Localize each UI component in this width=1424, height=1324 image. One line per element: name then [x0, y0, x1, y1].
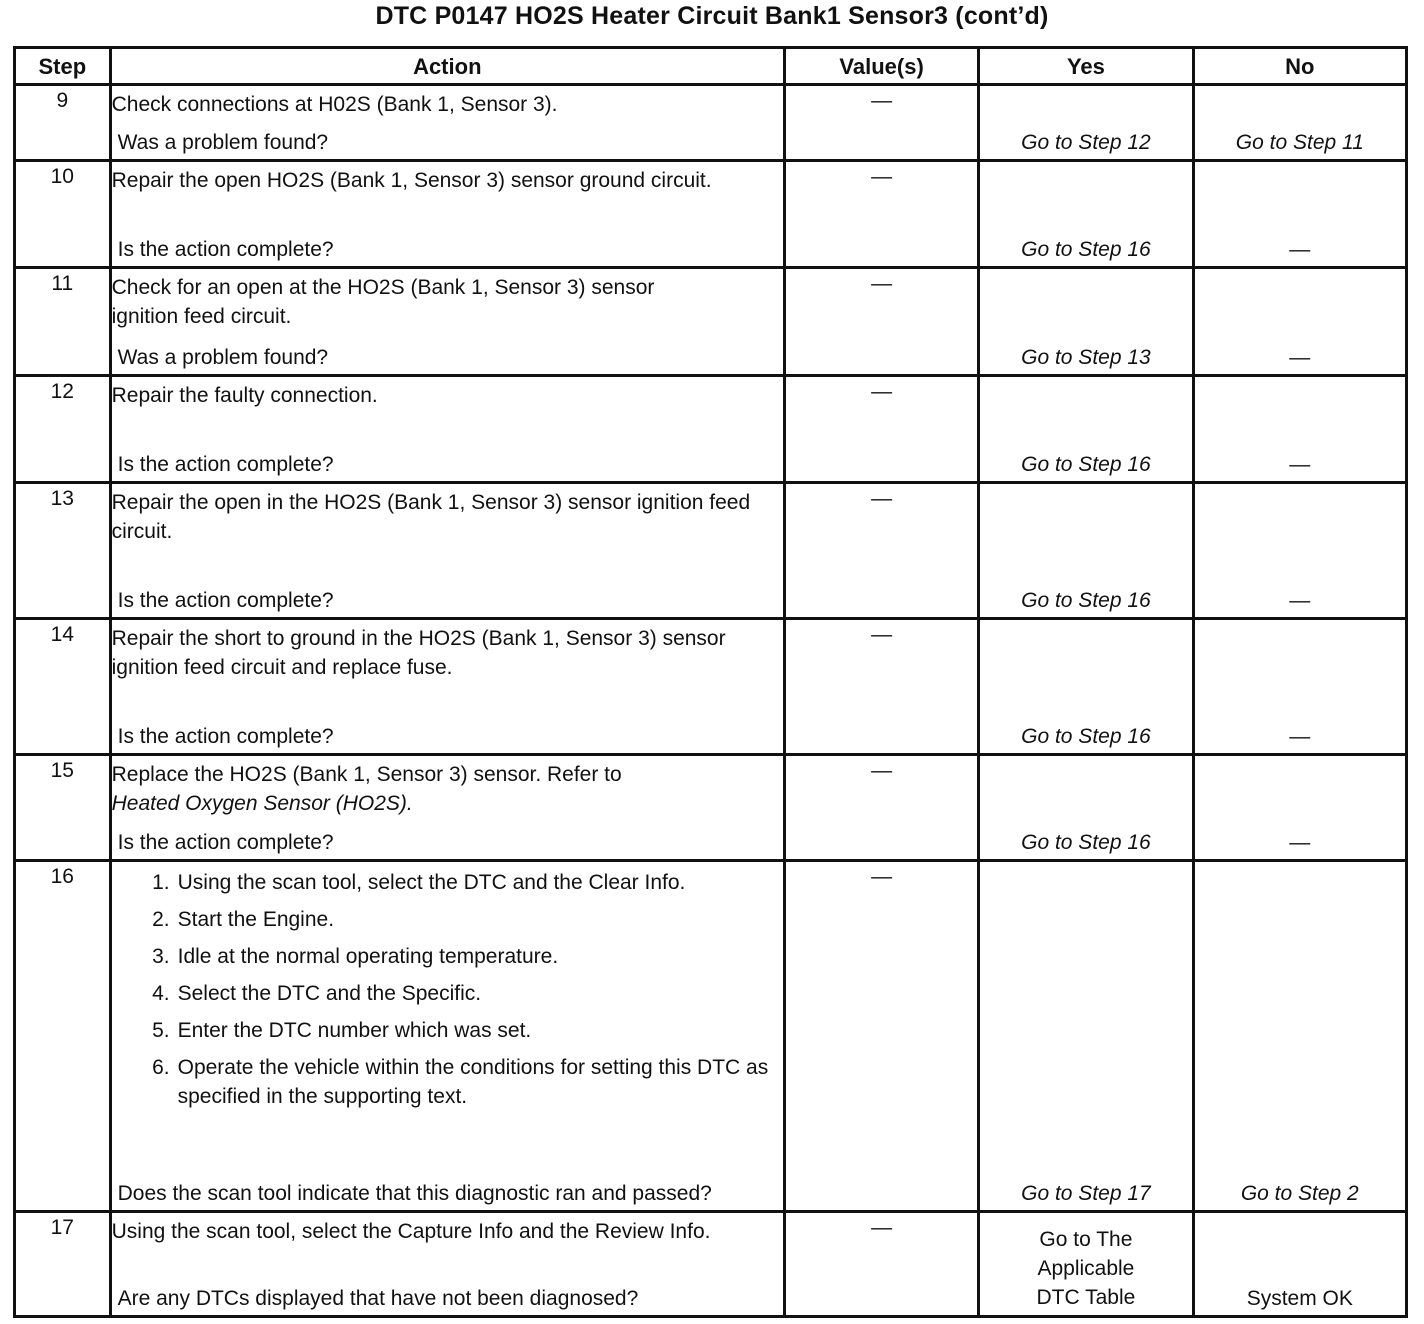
action-cell [110, 483, 784, 619]
yes-cell [979, 161, 1193, 268]
value-cell [784, 1212, 978, 1317]
yes-goto-link[interactable]: Go to Step 12 [1021, 131, 1151, 154]
action-question: Is the action complete? [117, 589, 334, 612]
value-cell [784, 268, 978, 376]
step-number: 12 [15, 376, 111, 483]
action-question: Are any DTCs displayed that have not been diagnosed? [117, 1287, 639, 1310]
yes-goto-link[interactable]: Go to Step 16 [1021, 589, 1151, 612]
value-text: — [871, 89, 893, 112]
action-cell [110, 861, 784, 1212]
action-cell [110, 85, 784, 161]
action-text: Repair the open in the HO2S (Bank 1, Sensor 3) sensor ignition feed circuit. [111, 491, 751, 543]
header-row [15, 48, 1407, 85]
action-question: Is the action complete? [117, 238, 334, 261]
table-row [15, 619, 1407, 755]
reference-link[interactable]: Heated Oxygen Sensor (HO2S). [111, 792, 413, 815]
no-value: — [1289, 346, 1311, 369]
action-cell [110, 376, 784, 483]
action-cell [110, 619, 784, 755]
value-text: — [871, 165, 893, 188]
page-title: DTC P0147 HO2S Heater Circuit Bank1 Sensor3 (cont’d) [375, 2, 1049, 30]
action-question: Was a problem found? [117, 131, 329, 154]
action-text: Using the scan tool, select the Capture Info and the Review Info. [111, 1220, 711, 1243]
table-row [15, 861, 1407, 1212]
value-text: — [871, 380, 893, 403]
header-step: Step [15, 48, 111, 85]
no-cell [1193, 619, 1406, 755]
diagnostic-table [13, 46, 1408, 1318]
list-item: 5. Enter the DTC number which was set. [152, 1019, 532, 1042]
no-cell [1193, 755, 1406, 861]
yes-goto-link[interactable]: Go to Step 16 [1021, 453, 1151, 476]
header-values: Value(s) [784, 48, 978, 85]
list-item: 1. Using the scan tool, select the DTC and the Clear Info. [152, 871, 686, 894]
yes-cell [979, 861, 1193, 1212]
table-row [15, 376, 1407, 483]
value-text: — [871, 623, 893, 646]
table-row [15, 161, 1407, 268]
yes-cell [979, 483, 1193, 619]
no-cell [1193, 85, 1406, 161]
no-goto-link[interactable]: Go to Step 11 [1235, 131, 1364, 154]
step-number: 14 [15, 619, 111, 755]
action-cell [110, 755, 784, 861]
table-row [15, 268, 1407, 376]
no-value: System OK [1246, 1287, 1353, 1310]
value-cell [784, 161, 978, 268]
action-text [112, 756, 783, 818]
step-number: 10 [15, 161, 111, 268]
action-cell [110, 1212, 784, 1317]
step-number: 17 [15, 1212, 111, 1317]
no-value: — [1289, 831, 1311, 854]
action-question: Does the scan tool indicate that this diagnostic ran and passed? [117, 1182, 712, 1205]
yes-goto-link[interactable]: Go to Step 13 [1021, 346, 1151, 369]
no-cell [1193, 1212, 1406, 1317]
action-question: Is the action complete? [117, 725, 334, 748]
value-cell [784, 755, 978, 861]
yes-cell [979, 376, 1193, 483]
step-number: 11 [15, 268, 111, 376]
value-cell [784, 376, 978, 483]
yes-goto-link[interactable]: Go to Step 16 [1021, 725, 1151, 748]
value-text: — [871, 272, 893, 295]
no-value: — [1289, 725, 1311, 748]
list-item: 2. Start the Engine. [152, 908, 335, 931]
action-cell [110, 268, 784, 376]
list-item: 6. Operate the vehicle within the conditions for setting this DTC as specified in the supporting text. [152, 1056, 769, 1108]
value-cell [784, 619, 978, 755]
header-action: Action [110, 48, 784, 85]
list-item: 4. Select the DTC and the Specific. [152, 982, 482, 1005]
table-row [15, 483, 1407, 619]
yes-goto-link[interactable]: Go to Step 16 [1021, 238, 1151, 261]
action-text: Repair the short to ground in the HO2S (Bank 1, Sensor 3) sensor ignition feed circuit and replace fuse. [111, 627, 726, 679]
action-question: Was a problem found? [117, 346, 329, 369]
action-question: Is the action complete? [117, 453, 334, 476]
procedure-list [112, 862, 783, 1111]
step-number: 15 [15, 755, 111, 861]
yes-cell [979, 619, 1193, 755]
yes-cell [979, 1212, 1193, 1317]
list-item: 3. Idle at the normal operating temperature. [152, 945, 559, 968]
step-number: 16 [15, 861, 111, 1212]
yes-goto-link[interactable]: Go to Step 17 [1021, 1182, 1151, 1205]
no-cell [1193, 268, 1406, 376]
value-text: — [871, 759, 893, 782]
action-cell [110, 161, 784, 268]
yes-cell [979, 85, 1193, 161]
table-row [15, 1212, 1407, 1317]
table-row [15, 755, 1407, 861]
header-yes: Yes [979, 48, 1193, 85]
yes-cell [979, 755, 1193, 861]
action-text: Check connections at H02S (Bank 1, Sensor 3). [111, 93, 558, 116]
header-no: No [1193, 48, 1406, 85]
action-text: Check for an open at the HO2S (Bank 1, Sensor 3) sensor ignition feed circuit. [111, 276, 655, 328]
action-question: Is the action complete? [117, 831, 334, 854]
no-goto-link[interactable]: Go to Step 2 [1240, 1182, 1359, 1205]
action-text-main: Replace the HO2S (Bank 1, Sensor 3) sensor. Refer to [111, 763, 622, 786]
yes-cell [979, 268, 1193, 376]
no-cell [1193, 161, 1406, 268]
no-value: — [1289, 238, 1311, 261]
value-text: — [871, 1216, 893, 1239]
action-text: Repair the faulty connection. [111, 384, 378, 407]
yes-goto-link[interactable]: Go to Step 16 [1021, 831, 1151, 854]
step-number: 13 [15, 483, 111, 619]
yes-goto-link[interactable]: Go to The Applicable DTC Table [1036, 1228, 1136, 1309]
value-cell [784, 483, 978, 619]
no-value: — [1289, 453, 1311, 476]
value-cell [784, 861, 978, 1212]
step-number: 9 [15, 85, 111, 161]
action-text: Repair the open HO2S (Bank 1, Sensor 3) sensor ground circuit. [111, 169, 712, 192]
value-text: — [871, 487, 893, 510]
no-cell [1193, 483, 1406, 619]
no-value: — [1289, 589, 1311, 612]
value-text: — [871, 865, 893, 888]
no-cell [1193, 376, 1406, 483]
value-cell [784, 85, 978, 161]
table-row [15, 85, 1407, 161]
no-cell [1193, 861, 1406, 1212]
